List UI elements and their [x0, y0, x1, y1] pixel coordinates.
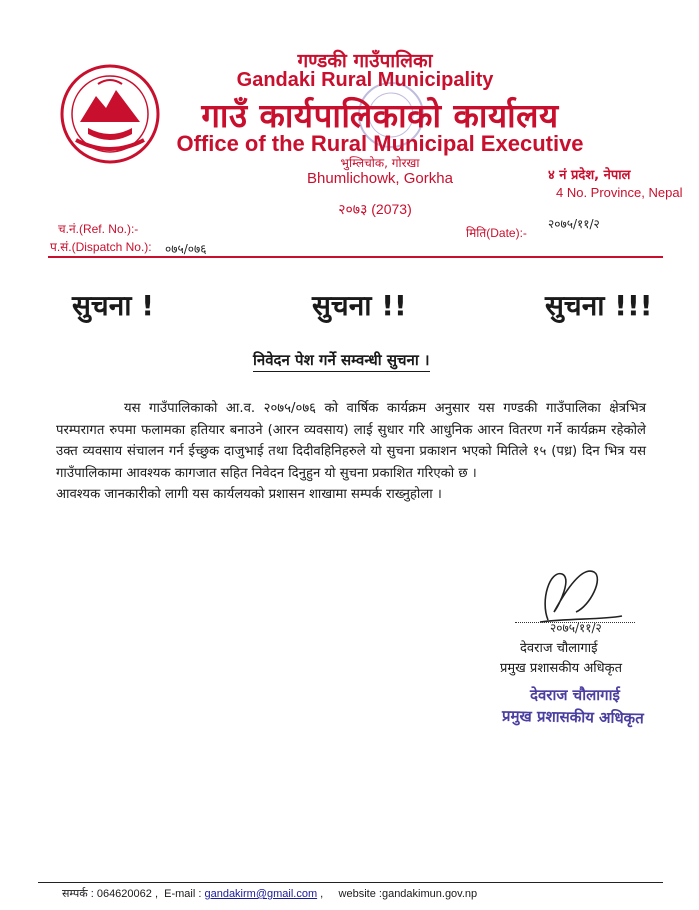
handwritten-signature: [510, 560, 630, 640]
phone-number: 064620062: [96, 888, 152, 900]
office-name-nepali: गाउँ कार्यपालिकाको कार्यालय: [201, 96, 559, 135]
signature-line: [515, 622, 635, 623]
emblem-logo: [58, 62, 162, 166]
stamp-signatory-name: देवराज चौलागाई: [530, 686, 620, 704]
body-paragraph-1: यस गाउँपालिकाको आ.व. २०७५/०७६ को वार्षिक कार्यक्रम अनुसार यस गण्डकी गाउँपालिका क्षेत्रभित्र परम्परागत रुपमा फलामका हतियार बनाउने (आरन व्यवसाय) लाई सुधार गरि आधुनिक आरन वितरण गर्ने कार्यक्रम रहेकोले उक्त व्यवसाय संचालन गर्न ईच्छुक दाजुभाई तथा दिदीवहिनिहरुले यो सुचना प्रकाशन भएको मितिले १५ (पध्र) दिन भित्र यस गाउँपालिकामा आवश्यक कागजात सहित निवेदन दिनुहुन यो सुचना प्रकाशित गरिएको छ ।: [56, 401, 646, 481]
date-value: २०७५/११/२: [548, 217, 600, 231]
website-link[interactable]: gandakimun.gov.np: [381, 888, 478, 900]
dispatch-number-label: प.सं.(Dispatch No.):: [50, 240, 152, 254]
email-link[interactable]: gandakirm@gmail.com: [204, 888, 318, 900]
signatory-title: प्रमुख प्रशासकीय अधिकृत: [500, 661, 623, 676]
body-paragraph-2: आवश्यक जानकारीको लागी यस कार्यलयको प्रशासन शाखामा सम्पर्क राख्नुहोला ।: [56, 487, 442, 503]
header-divider: [48, 256, 663, 258]
municipality-name-nepali: गण्डकी गाउँपालिका: [297, 50, 433, 72]
place-nepali: भुम्लिचोक, गोरखा: [340, 156, 420, 170]
footer-divider: [38, 882, 663, 883]
notice-body: [56, 398, 646, 506]
svg-text:२०७५/११/२: २०७५/११/२: [550, 621, 602, 635]
dispatch-number-value: ०७५/०७६: [165, 242, 207, 256]
notice-heading-2: सुचना !!: [312, 289, 407, 322]
place-english: Bhumlichowk, Gorkha: [307, 170, 453, 187]
office-name-english: Office of the Rural Municipal Executive: [176, 131, 584, 156]
date-label: मिति(Date):-: [466, 226, 527, 240]
ref-number-label: च.नं.(Ref. No.):-: [58, 222, 139, 236]
notice-heading-1: सुचना !: [72, 289, 155, 322]
province-nepali: ४ नं प्रदेश, नेपाल: [548, 168, 631, 183]
phone-label: सम्पर्क :: [62, 888, 94, 900]
stamp-signatory-title: प्रमुख प्रशासकीय अधिकृत: [501, 706, 644, 728]
signatory-name: देवराज चौलागाई: [520, 641, 598, 656]
website-label: website :: [338, 888, 382, 900]
established-year: २०७३ (2073): [338, 201, 412, 217]
footer-contact: सम्पर्क : 064620062 , E-mail : gandakirm@gmail.com , website :gandakimun.gov.np: [62, 888, 478, 900]
municipality-name-english: Gandaki Rural Municipality: [236, 69, 494, 91]
notice-subject: निवेदन पेश गर्ने सम्वन्धी सुचना ।: [253, 350, 430, 372]
email-label: E-mail :: [164, 888, 202, 900]
province-english: 4 No. Province, Nepal: [556, 185, 683, 200]
notice-heading-3: सुचना !!!: [545, 289, 653, 322]
